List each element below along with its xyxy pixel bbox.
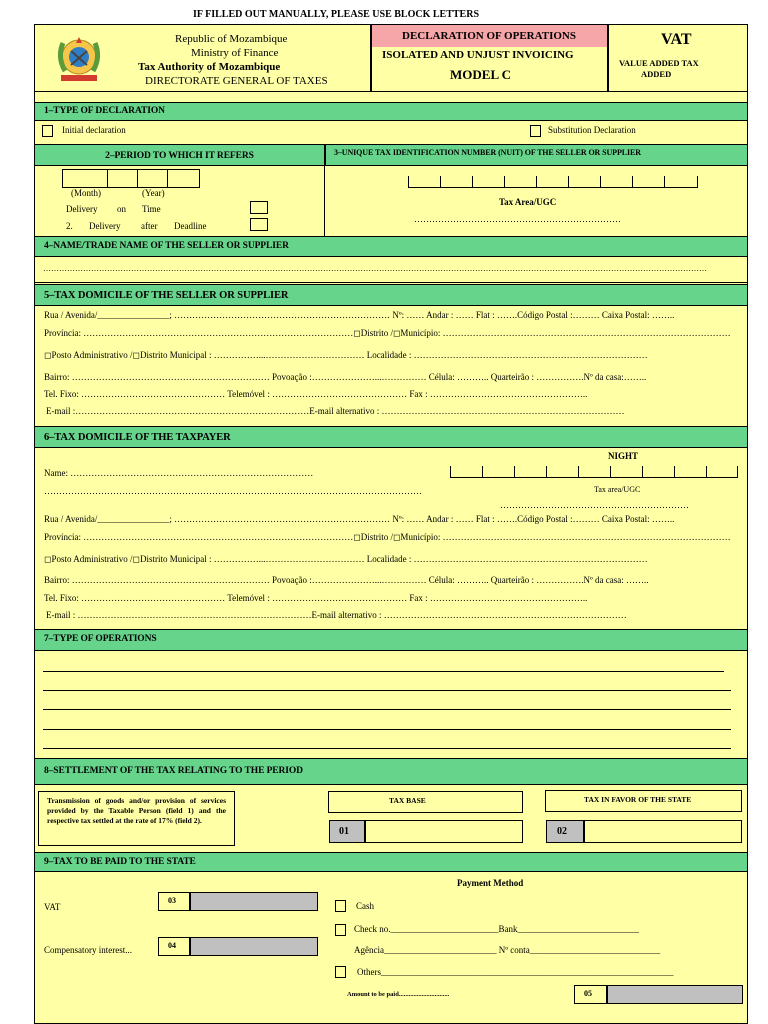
declaration-title-box (371, 24, 608, 92)
tax-base-input[interactable] (365, 820, 523, 843)
period-input[interactable] (62, 169, 200, 188)
seller-province-line[interactable]: Província: ………………………………………………………………………………◻Distrito /◻Município: …………………………………………………………………………………… (44, 328, 731, 338)
compensatory-interest-input[interactable] (190, 937, 318, 956)
field-05-number: 05 (584, 989, 592, 998)
settlement-description-box (38, 791, 235, 846)
vat-amount-input[interactable] (190, 892, 318, 911)
delivery-after-deadline-checkbox[interactable] (250, 218, 268, 231)
seller-name-field[interactable]: …………………………………………………………………………………………………………………………………………………………………………………………………………………………… (43, 264, 707, 273)
taxpayer-admin-post-line[interactable]: ◻Posto Administrativo /◻Distrito Municipal : ……………...…………………………… Localidade : …………………………………………………………………… (44, 554, 648, 564)
block-letters-instruction: IF FILLED OUT MANUALLY, PLEASE USE BLOCK LETTERS (193, 9, 480, 20)
declaration-title: DECLARATION OF OPERATIONS (402, 30, 576, 42)
nuit-input[interactable] (408, 176, 698, 188)
model-label: MODEL C (450, 67, 512, 82)
mozambique-emblem-icon (49, 31, 109, 87)
agency-account-line[interactable]: Agência_________________________ Nº conta_____________________________ (354, 945, 661, 955)
time-label: Time (142, 204, 161, 214)
substitution-declaration-checkbox[interactable] (530, 125, 541, 137)
amount-to-be-paid-label: Amount to be paid............................... (347, 991, 450, 998)
field-03-number: 03 (168, 896, 176, 905)
month-label: (Month) (71, 188, 101, 198)
settlement-description: Transmission of goods and/or provision of services provided by the Taxable Person (field 1) and the respective tax settled at the rate of 17% (field 2). (47, 796, 226, 826)
directorate-text: DIRECTORATE GENERAL OF TAXES (145, 75, 328, 87)
taxpayer-name-field-2[interactable]: ……………………………………………………………………………………………………………… (44, 486, 422, 496)
field-02-number: 02 (557, 826, 567, 837)
authority-header (34, 24, 371, 92)
check-checkbox[interactable] (335, 924, 346, 936)
tax-base-label: TAX BASE (389, 796, 426, 805)
declaration-subtitle: ISOLATED AND UNJUST INVOICING (382, 49, 574, 61)
vat-full-line1: VALUE ADDED TAX (619, 58, 699, 68)
seller-email-line[interactable]: E-mail :……………………………………………………………………E-mail alternativo : ……………………………………………………………………… (46, 406, 625, 416)
delivery-label: Delivery (66, 204, 98, 214)
seller-phone-line[interactable]: Tel. Fixo: ………………………………………… Telemóvel : ……………………………………… Fax : …………………………………………….. (44, 389, 588, 399)
taxpayer-nuit-input[interactable] (450, 466, 738, 478)
taxpayer-name-field[interactable]: Name: ……………………………………………………………………… (44, 468, 314, 478)
section-7-header: 7–TYPE OF OPERATIONS (34, 629, 748, 651)
year-label: (Year) (142, 188, 165, 198)
cash-checkbox[interactable] (335, 900, 346, 912)
seller-admin-post-line[interactable]: ◻Posto Administrativo /◻Distrito Municipal : ……………...…………………………… Localidade : …………………………………………………………………… (44, 350, 648, 360)
field-02-tag (546, 820, 584, 843)
on-label: on (117, 204, 126, 214)
tax-area-field[interactable]: …………………………………………………………… (414, 214, 621, 224)
section-2-header: 2–PERIOD TO WHICH IT REFERS (34, 144, 325, 166)
initial-declaration-label: Initial declaration (62, 125, 126, 135)
tax-state-label-box (545, 790, 742, 812)
taxpayer-neighbourhood-line[interactable]: Bairro: ………………………………………………………… Povoação :…………………...…………… Célula: ……….. Quarteirão : …………….Nº da casa: …….. (44, 575, 649, 585)
field-01-number: 01 (339, 826, 349, 837)
seller-street-line[interactable]: Rua / Avenida/________________; ……………………………………………………………… Nº: …… Andar : …… Flat : …….Código Postal :……… Caixa Postal: …….. (44, 310, 675, 320)
field-01-tag (329, 820, 365, 843)
after-label: after (141, 221, 158, 231)
vat-title: VAT (661, 31, 692, 48)
taxpayer-tax-area-field[interactable]: ……………………………………………………… (500, 500, 689, 510)
operations-line-1[interactable] (43, 671, 724, 672)
section-1-header: 1–TYPE OF DECLARATION (34, 102, 748, 121)
substitution-declaration-label: Substitution Declaration (548, 125, 636, 135)
delivery-on-time-checkbox[interactable] (250, 201, 268, 214)
vat-box (608, 24, 748, 92)
section-6-header: 6–TAX DOMICILE OF THE TAXPAYER (34, 426, 748, 448)
deadline-label: Deadline (174, 221, 207, 231)
amount-to-pay-input[interactable] (607, 985, 743, 1004)
field-05-tag (574, 985, 607, 1004)
item-number: 2. (66, 221, 73, 231)
tax-base-label-box (328, 791, 523, 813)
field-04-tag (158, 937, 190, 956)
nuit-label: NIGHT (608, 451, 639, 461)
cash-label: Cash (356, 901, 374, 911)
operations-line-4[interactable] (43, 729, 731, 730)
field-03-tag (158, 892, 190, 911)
section-9-header: 9–TAX TO BE PAID TO THE STATE (34, 852, 748, 872)
check-bank-line[interactable]: Check no.________________________Bank___________________________ (354, 924, 639, 934)
tax-area-label: Tax Area/UGC (499, 197, 557, 207)
operations-line-3[interactable] (43, 709, 731, 710)
authority-text: Tax Authority of Mozambique (138, 61, 281, 73)
tax-state-label: TAX IN FAVOR OF THE STATE (584, 795, 692, 804)
taxpayer-street-line[interactable]: Rua / Avenida/________________; ……………………………………………………………… Nº: …… Andar : …… Flat : …….Código Postal :……… Caixa Postal: …….. (44, 514, 675, 524)
operations-line-5[interactable] (43, 748, 731, 749)
taxpayer-tax-area-label: Tax area/UGC (594, 485, 641, 494)
republic-text: Republic of Mozambique (175, 33, 288, 45)
section-4-header: 4–NAME/TRADE NAME OF THE SELLER OR SUPPLIER (34, 236, 748, 257)
initial-declaration-checkbox[interactable] (42, 125, 53, 137)
tax-state-input[interactable] (584, 820, 742, 843)
section-8-header: 8–SETTLEMENT OF THE TAX RELATING TO THE PERIOD (34, 758, 748, 785)
vat-label: VAT (44, 902, 61, 912)
section-3-header: 3–UNIQUE TAX IDENTIFICATION NUMBER (NUIT) OF THE SELLER OR SUPPLIER (325, 144, 748, 166)
operations-line-2[interactable] (43, 690, 731, 691)
vat-full-line2: ADDED (641, 69, 672, 79)
taxpayer-email-line[interactable]: E-mail : ……………………………………………………………………E-mail alternativo : ……………………………………………………………………… (46, 610, 627, 620)
section-5-header: 5–TAX DOMICILE OF THE SELLER OR SUPPLIER (34, 284, 748, 306)
seller-neighbourhood-line[interactable]: Bairro: ………………………………………………………… Povoação :…………………...…………… Célula: ……….. Quarteirão : …………….Nº da casa:…….. (44, 372, 647, 382)
compensatory-interest-label: Compensatory interest... (44, 945, 132, 955)
others-line[interactable]: Others_________________________________________________________________ (357, 967, 674, 977)
delivery-label-2: Delivery (89, 221, 121, 231)
field-04-number: 04 (168, 941, 176, 950)
taxpayer-phone-line[interactable]: Tel. Fixo: ………………………………………… Telemóvel : ……………………………………… Fax : …………………………………………….. (44, 593, 588, 603)
payment-method-label: Payment Method (457, 878, 524, 888)
ministry-text: Ministry of Finance (191, 47, 279, 59)
others-checkbox[interactable] (335, 966, 346, 978)
taxpayer-province-line[interactable]: Província: ………………………………………………………………………………◻Distrito /◻Município: …………………………………………………………………………………… (44, 532, 731, 542)
